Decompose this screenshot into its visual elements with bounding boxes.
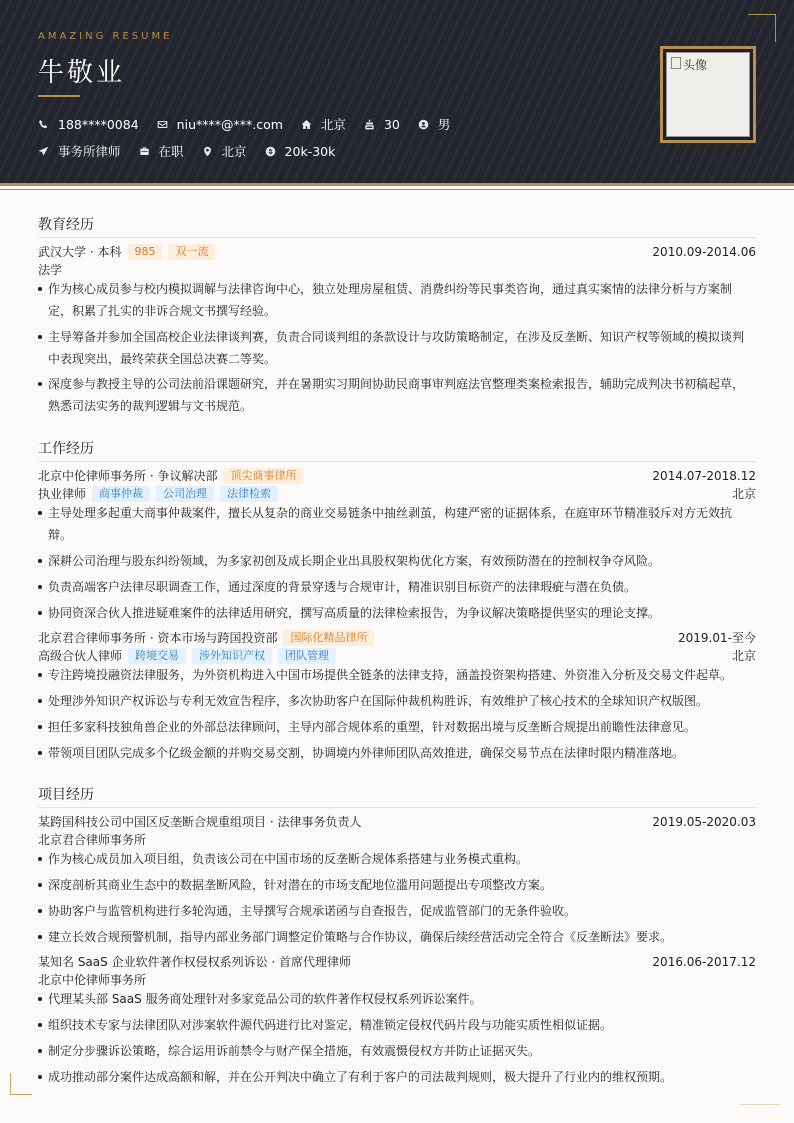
list-item: 主导处理多起重大商事仲裁案件，擅长从复杂的商业交易链条中抽丝剥茧，构建严密的证据体系，在庭审环节精准驳斥对方无效抗辩。 <box>38 502 748 546</box>
list-item: 深耕公司治理与股东纠纷领域，为多家初创及成长期企业出具股权架构优化方案，有效预防潜在的控制权争夺风险。 <box>38 550 748 572</box>
name-underline <box>38 95 80 97</box>
list-item: 深度参与教授主导的公司法前沿课题研究，并在暑期实习期间协助民商事审判庭法官整理类案检索报告，辅助完成判决书初稿起草，熟悉司法实务的裁判逻辑与文书规范。 <box>38 373 748 417</box>
resume-tagline: AMAZING RESUME <box>38 31 173 42</box>
project-org-row <box>38 831 756 848</box>
resume-header <box>0 0 794 186</box>
phone-icon <box>38 119 49 130</box>
project-name: 某知名 SaaS 企业软件著作权侵权系列诉讼 · 首席代理律师 <box>38 955 352 969</box>
job-location: 北京 <box>731 649 756 663</box>
city-item <box>202 142 247 160</box>
hometown-item <box>301 115 346 133</box>
section-divider <box>38 807 756 808</box>
age-item <box>364 117 400 132</box>
avatar-frame <box>660 46 756 143</box>
position-item <box>38 142 121 160</box>
list-item: 带领项目团队完成多个亿级金额的并购交易交割，协调境内外律师团队高效推进，确保交易节点在法律时限内精准落地。 <box>38 742 748 764</box>
list-item: 作为核心成员参与校内模拟调解与法律咨询中心，独立处理房屋租赁、消费纠纷等民事类咨询，通过真实案情的法律分析与方案制定，积累了扎实的非诉合规文书撰写经验。 <box>38 278 748 322</box>
list-item: 专注跨境投融资法律服务，为外资机构进入中国市场提供全链条的法律支持，涵盖投资架构搭建、外资准入分析及交易文件起草。 <box>38 664 748 686</box>
job-role-row <box>38 485 756 502</box>
company-tag: 顶尖商事律所 <box>223 468 303 484</box>
corner-ornament <box>10 1073 32 1095</box>
skill-tag: 商事仲裁 <box>92 486 150 502</box>
corner-ornament <box>740 1104 780 1105</box>
school-name: 武汉大学 · 本科 <box>38 245 122 259</box>
cake-icon <box>364 119 375 130</box>
list-item: 担任多家科技独角兽企业的外部总法律顾问，主导内部合规体系的重塑，针对数据出境与反垄断合规提出前瞻性法律意见。 <box>38 716 748 738</box>
school-tag: 985 <box>127 244 162 260</box>
status-text: 在职 <box>158 144 184 159</box>
section-title-education: 教育经历 <box>38 217 94 233</box>
email-text: niu****@***.com <box>176 116 283 132</box>
section-divider <box>38 461 756 462</box>
candidate-name: 牛敬业 <box>38 58 126 88</box>
company-name: 北京中伦律师事务所 · 争议解决部 <box>38 469 218 483</box>
skill-tag: 法律检索 <box>220 486 278 502</box>
company-tag: 国际化精品律所 <box>283 630 374 646</box>
section-title-work: 工作经历 <box>38 441 94 457</box>
list-item: 组织技术专家与法律团队对涉案软件源代码进行比对鉴定，精准锁定侵权代码片段与功能实质性相似证据。 <box>38 1014 748 1036</box>
age-text: 30 <box>383 116 400 132</box>
gender-item <box>418 115 451 133</box>
project-name: 某跨国科技公司中国区反垄断合规重组项目 · 法律事务负责人 <box>38 815 362 829</box>
education-major: 法学 <box>38 263 63 277</box>
list-item: 主导筹备并参加全国高校企业法律谈判赛，负责合同谈判组的条款设计与攻防策略制定，在涉及反垄断、知识产权等领域的模拟谈判中表现突出，最终荣获全国总决赛二等奖。 <box>38 326 748 370</box>
job-role-row <box>38 647 756 664</box>
home-icon <box>301 119 312 130</box>
status-item <box>139 142 184 160</box>
list-item: 建立长效合规预警机制，指导内部业务部门调整定价策略与合作协议，确保后续经营活动完全符合《反垄断法》要求。 <box>38 926 748 948</box>
list-item: 制定分步骤诉讼策略，综合运用诉前禁令与财产保全措施，有效震慑侵权方并防止证据灭失。 <box>38 1040 748 1062</box>
project-org: 北京君合律师事务所 <box>38 833 147 847</box>
job-period: 2014.07-2018.12 <box>652 468 756 483</box>
job-period: 2019.01-至今 <box>678 631 756 645</box>
location-icon <box>202 146 213 157</box>
hometown-text: 北京 <box>320 117 346 132</box>
project-header <box>38 953 756 970</box>
gender-text: 男 <box>437 117 451 132</box>
position-text: 事务所律师 <box>58 144 121 159</box>
job-header <box>38 629 756 646</box>
mail-icon <box>157 119 168 130</box>
career-row <box>38 142 353 160</box>
list-item: 负责高端客户法律尽职调查工作，通过深度的背景穿透与合规审计，精准识别目标资产的法律瑕疵与潜在负债。 <box>38 576 748 598</box>
avatar <box>666 52 750 137</box>
education-major-row <box>38 261 756 278</box>
project-header <box>38 813 756 830</box>
phone-item <box>38 117 139 132</box>
project-org-row <box>38 971 756 988</box>
school-tag: 双一流 <box>168 244 215 260</box>
contact-row <box>38 115 468 133</box>
list-item: 协助客户与监管机构进行多轮沟通，主导撰写合规承诺函与自查报告，促成监管部门的无条件验收。 <box>38 900 748 922</box>
send-icon <box>38 146 49 157</box>
phone-text: 188****0084 <box>58 116 139 132</box>
project-period: 2019.05-2020.03 <box>652 814 756 829</box>
list-item: 深度剖析其商业生态中的数据垄断风险，针对潜在的市场支配地位滥用问题提出专项整改方案。 <box>38 874 748 896</box>
company-name: 北京君合律师事务所 · 资本市场与跨国投资部 <box>38 631 278 645</box>
job-location: 北京 <box>731 487 756 501</box>
skill-tag: 涉外知识产权 <box>192 648 272 664</box>
education-header <box>38 243 756 260</box>
corner-ornament <box>748 14 776 42</box>
project-org: 北京中伦律师事务所 <box>38 973 147 987</box>
salary-text: 20k-30k <box>284 143 336 159</box>
skill-tag: 跨境交易 <box>128 648 186 664</box>
job-header <box>38 467 756 484</box>
list-item: 代理某头部 SaaS 服务商处理针对多家竞品公司的软件著作权侵权系列诉讼案件。 <box>38 988 748 1010</box>
city-text: 北京 <box>221 144 247 159</box>
section-title-projects: 项目经历 <box>38 787 94 803</box>
email-item <box>157 117 283 132</box>
list-item: 协同资深合伙人推进疑难案件的法律适用研究，撰写高质量的法律检索报告，为争议解决策略提供坚实的理论支撑。 <box>38 602 748 624</box>
money-icon <box>265 146 276 157</box>
job-role: 执业律师 <box>38 487 87 501</box>
section-divider <box>38 237 756 238</box>
gender-icon <box>418 119 429 130</box>
briefcase-icon <box>139 146 150 157</box>
skill-tag: 公司治理 <box>156 486 214 502</box>
skill-tag: 团队管理 <box>278 648 336 664</box>
job-role: 高级合伙人律师 <box>38 649 123 663</box>
list-item: 处理涉外知识产权诉讼与专利无效宣告程序，多次协助客户在国际仲裁机构胜诉，有效维护了核心技术的全球知识产权版图。 <box>38 690 748 712</box>
avatar-alt-text: 头像 <box>683 58 708 72</box>
list-item: 作为核心成员加入项目组，负责该公司在中国市场的反垄断合规体系搭建与业务模式重构。 <box>38 848 748 870</box>
list-item: 成功推动部分案件达成高额和解，并在公开判决中确立了有利于客户的司法裁判规则，极大提升了行业内的维权预期。 <box>38 1066 748 1088</box>
education-period: 2010.09-2014.06 <box>652 244 756 259</box>
project-period: 2016.06-2017.12 <box>652 954 756 969</box>
salary-item <box>265 144 336 159</box>
broken-image-icon <box>671 57 681 69</box>
